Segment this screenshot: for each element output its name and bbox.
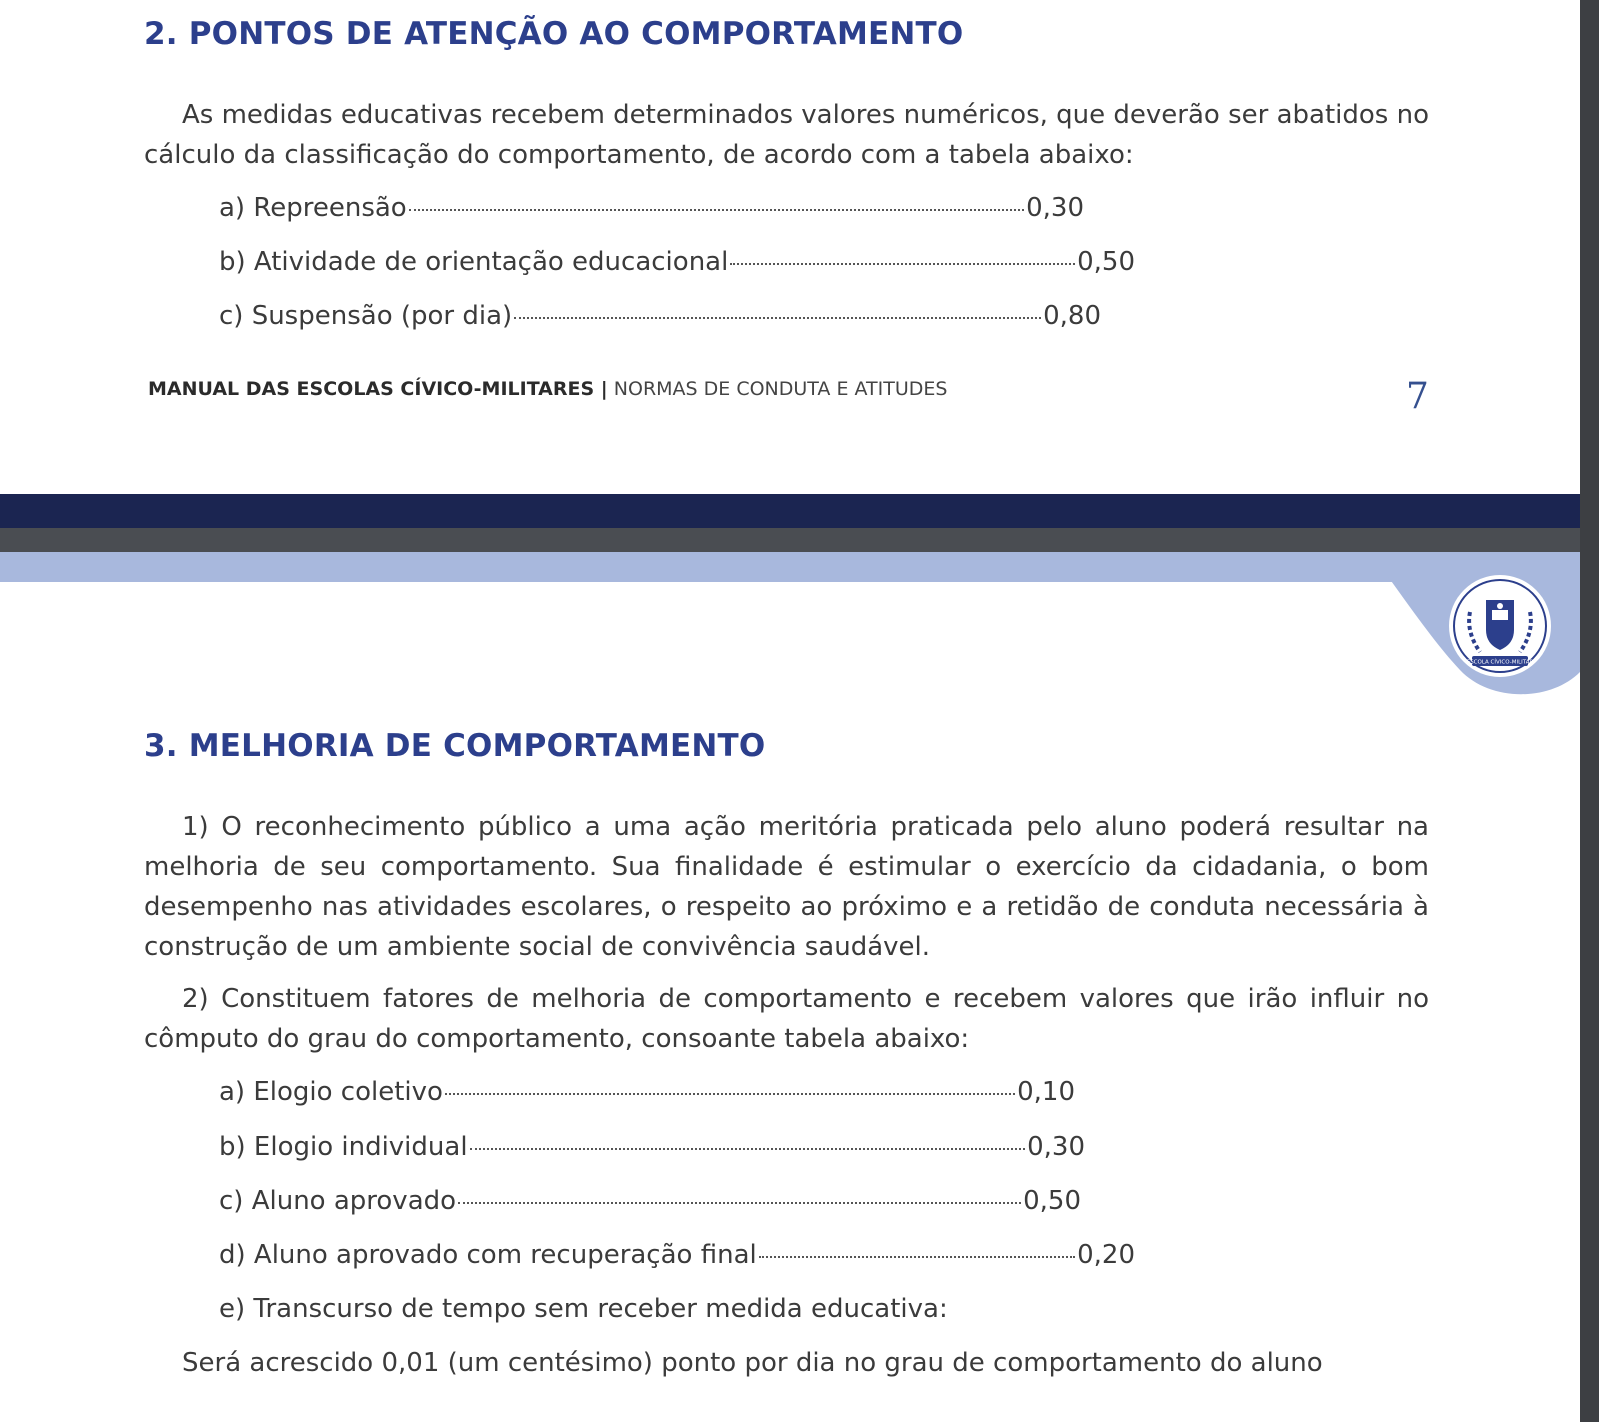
- section-heading-2: 2. PONTOS DE ATENÇÃO AO COMPORTAMENTO: [144, 16, 964, 52]
- item-value: 0,30: [1027, 1132, 1085, 1162]
- list-item: [219, 1127, 1085, 1167]
- paragraph-2: 2) Constituem fatores de melhoria de comportamento e recebem valores que irão influir no cômputo do grau do comportamento, consoante tabela abaixo:: [144, 984, 1429, 1054]
- item-label: c) Suspensão (por dia): [219, 301, 513, 331]
- dot-leader: [458, 1202, 1021, 1204]
- item-label: a) Elogio coletivo: [219, 1077, 443, 1107]
- document-page-7: [0, 0, 1580, 494]
- document-page-8: [0, 552, 1580, 1422]
- footer-subtitle: NORMAS DE CONDUTA E ATITUDES: [607, 378, 948, 400]
- list-item: [219, 1072, 1075, 1112]
- page-footer: [148, 378, 947, 400]
- paragraph-1: 1) O reconhecimento público a uma ação meritória praticada pelo aluno poderá resultar na melhoria de seu comportamento. Sua finalidade é estimular o exercício da cidadania, o bom desempenho nas atividades escolares, o respeito ao próximo e a retidão de conduta necessária à construção de um ambiente social de convivência saudável.: [144, 812, 1429, 962]
- dot-leader: [470, 1148, 1026, 1150]
- item-label: d) Aluno aprovado com recuperação final: [219, 1240, 757, 1270]
- section-heading-3: 3. MELHORIA DE COMPORTAMENTO: [144, 728, 766, 764]
- page-number: 7: [1406, 376, 1429, 417]
- dot-leader: [409, 209, 1024, 211]
- viewer-background: [1580, 0, 1599, 1422]
- emblem-label: ESCOLA CÍVICO-MILITAR: [1466, 659, 1534, 666]
- item-value: 0,10: [1017, 1077, 1075, 1107]
- emblem-icon: [1448, 574, 1552, 678]
- list-item: [219, 1235, 1135, 1275]
- item-label: c) Aluno aprovado: [219, 1186, 457, 1216]
- page-top-band: [0, 552, 1580, 582]
- dot-leader: [514, 317, 1041, 319]
- list-item: [219, 296, 1101, 336]
- dot-leader: [445, 1093, 1015, 1095]
- paragraph-intro: As medidas educativas recebem determinados valores numéricos, que deverão ser abatidos no cálculo da classificação do comportamento, de acordo com a tabela abaixo:: [144, 100, 1429, 170]
- page-bottom-band: [0, 494, 1580, 528]
- item-value: 0,20: [1077, 1240, 1135, 1270]
- item-value: 0,50: [1077, 247, 1135, 277]
- school-emblem-logo: [1448, 574, 1552, 678]
- item-value: 0,30: [1026, 193, 1084, 223]
- item-label: b) Atividade de orientação educacional: [219, 247, 729, 277]
- list-item: [219, 242, 1135, 282]
- list-item: [219, 1289, 948, 1329]
- item-value: 0,50: [1023, 1186, 1081, 1216]
- list-item: [219, 1181, 1081, 1221]
- footer-title: MANUAL DAS ESCOLAS CÍVICO-MILITARES |: [148, 378, 608, 400]
- item-value: 0,80: [1043, 301, 1101, 331]
- item-label: e) Transcurso de tempo sem receber medida educativa:: [219, 1294, 948, 1324]
- list-item: [219, 188, 1084, 228]
- item-label: b) Elogio individual: [219, 1132, 468, 1162]
- dot-leader: [759, 1256, 1075, 1258]
- item-label: a) Repreensão: [219, 193, 407, 223]
- paragraph-3: Será acrescido 0,01 (um centésimo) ponto por dia no grau de comportamento do aluno: [182, 1348, 1323, 1378]
- dot-leader: [730, 263, 1075, 265]
